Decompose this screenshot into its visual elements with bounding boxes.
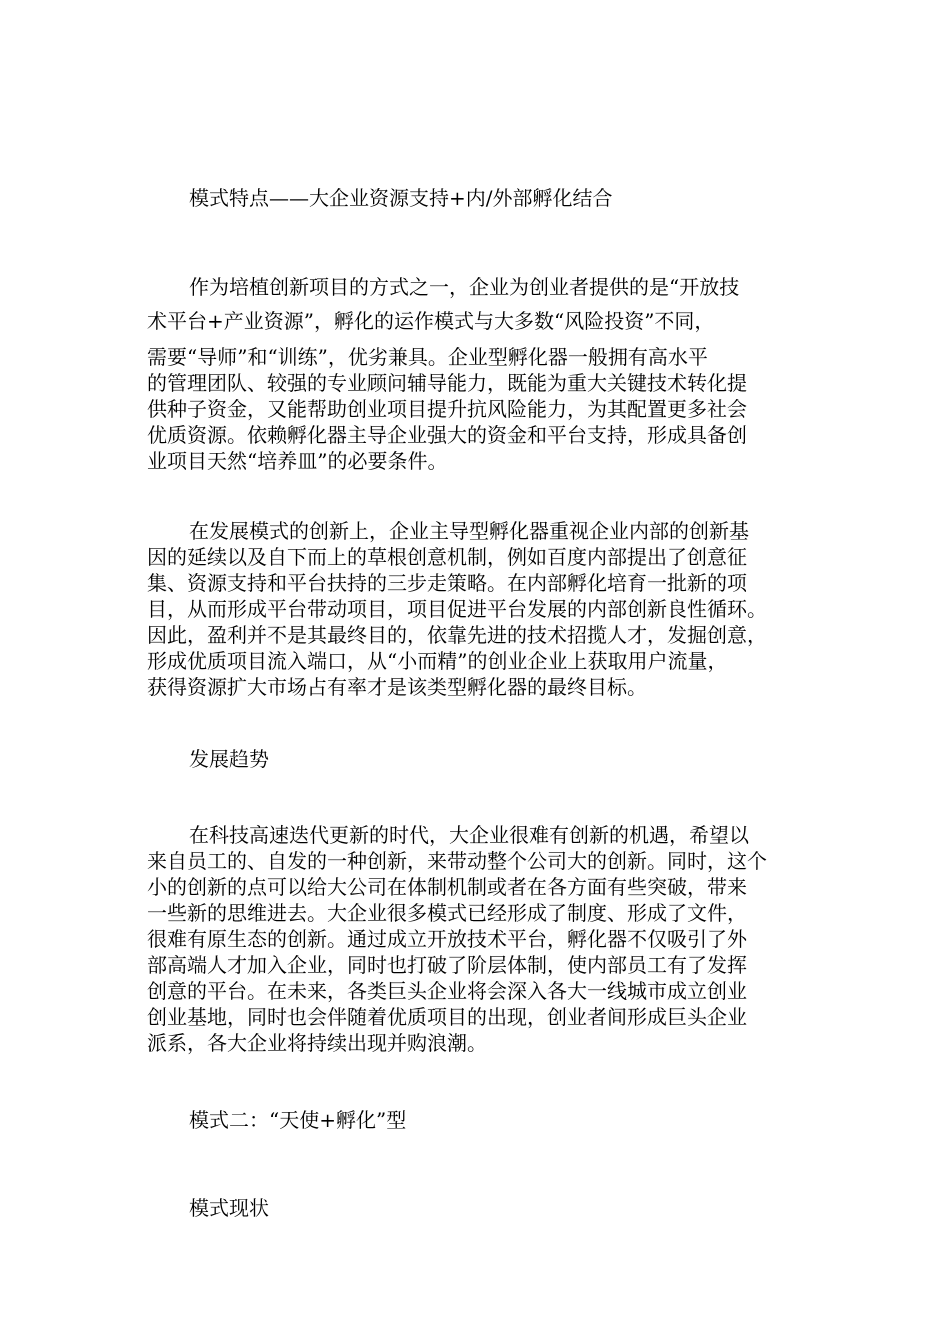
text-line: 因的延续以及自下而上的草根创意机制，例如百度内部提出了创意征 <box>147 545 747 569</box>
text-line: 小的创新的点可以给大公司在体制机制或者在各方面有些突破，带来 <box>147 875 747 899</box>
text-line: 的管理团队、较强的专业顾问辅导能力，既能为重大关键技术转化提 <box>147 371 747 395</box>
text-line: 部高端人才加入企业，同时也打破了阶层体制，使内部员工有了发挥 <box>147 953 747 977</box>
section-heading-development-trend: 发展趋势 <box>189 747 269 771</box>
text-line: 一些新的思维进去。大企业很多模式已经形成了制度、形成了文件， <box>147 901 747 925</box>
text-line: 目，从而形成平台带动项目，项目促进平台发展的内部创新良性循环。 <box>147 597 767 621</box>
text-line: 在发展模式的创新上，企业主导型孵化器重视企业内部的创新基 <box>189 519 749 543</box>
text-line: 需要“导师”和“训练”，优劣兼具。企业型孵化器一般拥有高水平 <box>147 345 708 369</box>
section-heading-model-status: 模式现状 <box>189 1196 269 1220</box>
text-line: 获得资源扩大市场占有率才是该类型孵化器的最终目标。 <box>147 675 647 699</box>
paragraph-incubation-method <box>147 274 807 474</box>
text-line: 集、资源支持和平台扶持的三步走策略。在内部孵化培育一批新的项 <box>147 571 747 595</box>
paragraph-trend-details <box>147 822 807 1056</box>
text-line: 因此，盈利并不是其最终目的，依靠先进的技术招揽人才，发掘创意， <box>147 623 767 647</box>
paragraph-development-innovation <box>147 518 807 700</box>
text-line: 在科技高速迭代更新的时代，大企业很难有创新的机遇，希望以 <box>189 823 749 847</box>
text-line: 作为培植创新项目的方式之一，企业为创业者提供的是“开放技 <box>189 275 740 299</box>
text-line: 业项目天然“培养皿”的必要条件。 <box>147 449 448 473</box>
section-heading-model-features: 模式特点——大企业资源支持+内/外部孵化结合 <box>189 186 613 210</box>
text-line: 创业基地，同时也会伴随着优质项目的出现，创业者间形成巨头企业 <box>147 1005 747 1029</box>
text-line: 优质资源。依赖孵化器主导企业强大的资金和平台支持，形成具备创 <box>147 423 747 447</box>
text-line: 很难有原生态的创新。通过成立开放技术平台，孵化器不仅吸引了外 <box>147 927 747 951</box>
text-line: 来自员工的、自发的一种创新，来带动整个公司大的创新。同时，这个 <box>147 849 767 873</box>
text-line: 形成优质项目流入端口，从“小而精”的创业企业上获取用户流量， <box>147 649 728 673</box>
text-line: 派系，各大企业将持续出现并购浪潮。 <box>147 1031 487 1055</box>
section-heading-model-two: 模式二：“天使+孵化”型 <box>189 1108 407 1132</box>
text-line: 创意的平台。在未来，各类巨头企业将会深入各大一线城市成立创业 <box>147 979 747 1003</box>
text-line: 供种子资金，又能帮助创业项目提升抗风险能力，为其配置更多社会 <box>147 397 747 421</box>
text-line: 术平台+产业资源”，孵化的运作模式与大多数“风险投资”不同， <box>147 309 715 333</box>
